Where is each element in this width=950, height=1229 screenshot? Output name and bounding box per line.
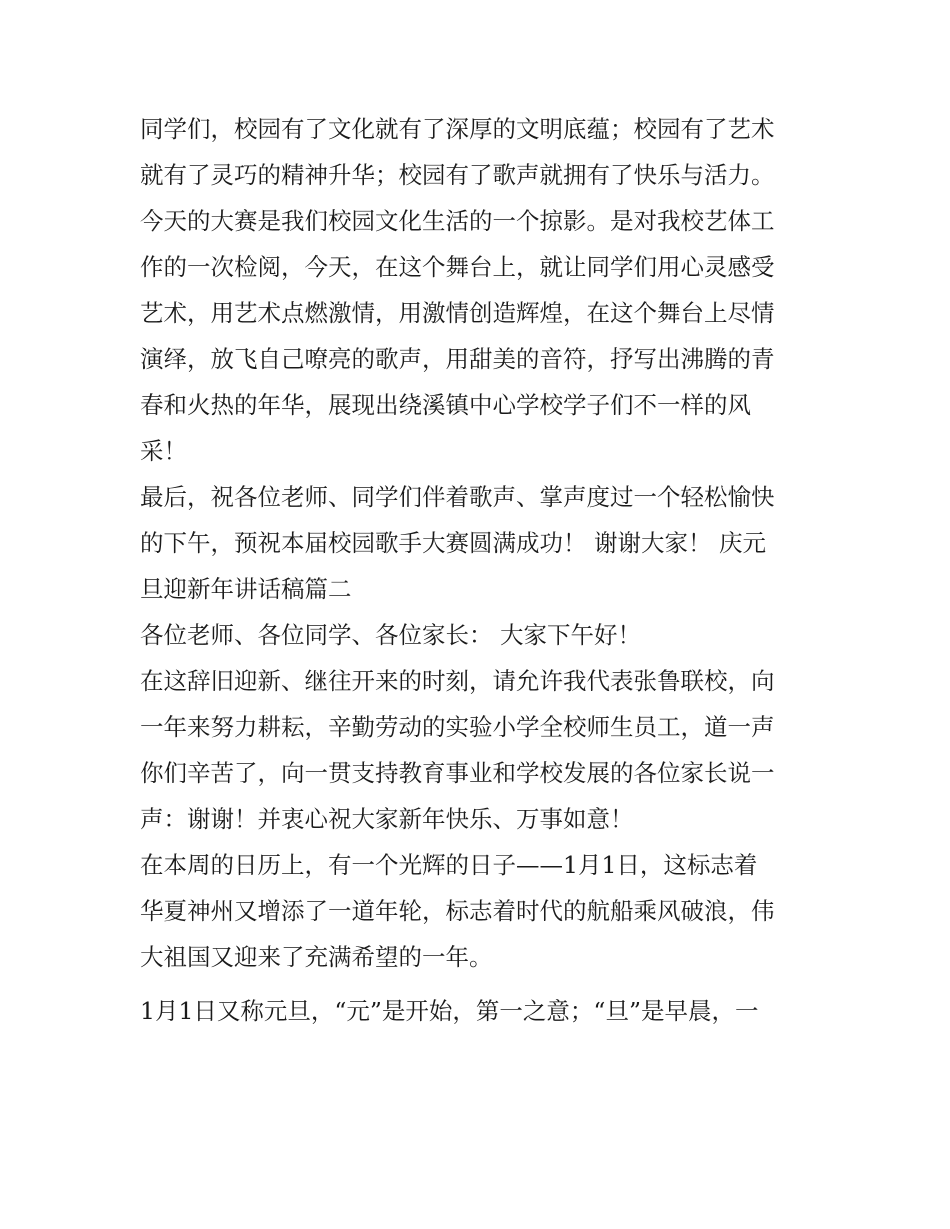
text-line: 1月1日又称元旦，“元”是开始，第一之意；“旦”是早晨，一 xyxy=(140,997,759,1025)
text-line: 大祖国又迎来了充满希望的一年。 xyxy=(140,943,493,971)
text-line: 华夏神州又增添了一道年轮，标志着时代的航船乘风破浪，伟 xyxy=(140,897,775,925)
text-line: 在本周的日历上，有一个光辉的日子——1月1日，这标志着 xyxy=(140,851,758,879)
text-line: 就有了灵巧的精神升华；校园有了歌声就拥有了快乐与活力。 xyxy=(140,161,775,189)
text-line: 一年来努力耕耘，辛勤劳动的实验小学全校师生员工，道一声 xyxy=(140,713,775,741)
text-line: 艺术，用艺术点燃激情，用激情创造辉煌，在这个舞台上尽情 xyxy=(140,299,775,327)
text-line: 旦迎新年讲话稿篇二 xyxy=(140,575,352,603)
text-line: 采！ xyxy=(140,437,187,465)
text-line: 在这辞旧迎新、继往开来的时刻，请允许我代表张鲁联校，向 xyxy=(140,667,775,695)
text-line: 同学们，校园有了文化就有了深厚的文明底蕴；校园有了艺术 xyxy=(140,115,775,143)
document-body xyxy=(140,106,820,1034)
text-line: 春和火热的年华，展现出绕溪镇中心学校学子们不一样的风 xyxy=(140,391,751,419)
text-line: 最后，祝各位老师、同学们伴着歌声、掌声度过一个轻松愉快 xyxy=(140,483,775,511)
text-line: 作的一次检阅，今天，在这个舞台上，就让同学们用心灵感受 xyxy=(140,253,775,281)
text-line: 的下午，预祝本届校园歌手大赛圆满成功！ 谢谢大家！ 庆元 xyxy=(140,529,766,557)
text-line: 演绎，放飞自己嘹亮的歌声，用甜美的音符，抒写出沸腾的青 xyxy=(140,345,775,373)
text-line: 今天的大赛是我们校园文化生活的一个掠影。是对我校艺体工 xyxy=(140,207,775,235)
text-line: 声：谢谢！并衷心祝大家新年快乐、万事如意！ xyxy=(140,805,634,833)
text-line: 各位老师、各位同学、各位家长： 大家下午好！ xyxy=(140,621,641,649)
text-line: 你们辛苦了，向一贯支持教育事业和学校发展的各位家长说一 xyxy=(140,759,775,787)
